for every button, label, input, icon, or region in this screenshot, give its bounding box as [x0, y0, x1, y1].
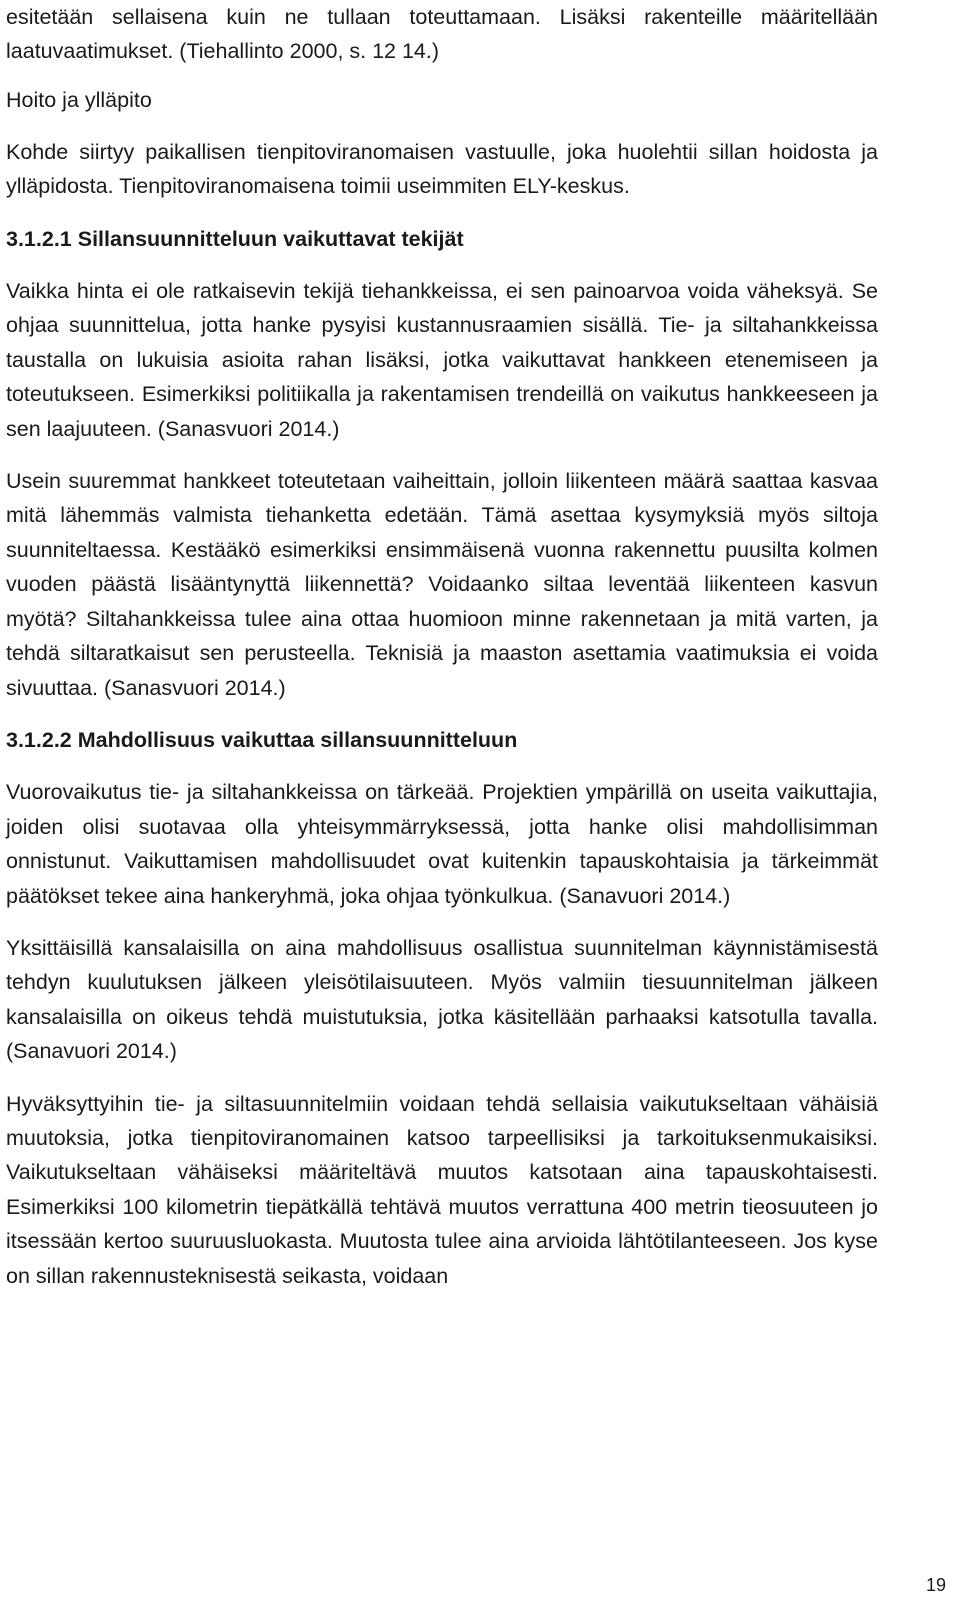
section1-paragraph2: Usein suuremmat hankkeet toteutetaan vaiheittain, jolloin liikenteen määrä saattaa kasvaa mitä lähemmäs valmista tiehanketta edetään. Tämä asettaa kysymyksiä myös siltoja suunniteltaessa. Kestääkö esimerkiksi ensimmäisenä vuonna rakennettu puusilta kolmen vuoden päästä lisääntynyttä liikennettä? Voidaanko siltaa leventää liikenteen kasvun myötä? Siltahankkeissa tulee aina ottaa huomioon minne rakennetaan ja mitä varten, ja tehdä siltaratkaisut sen perusteella. Teknisiä ja maaston asettamia vaatimuksia ei voida sivuuttaa. (Sanasvuori 2014.): [6, 469, 878, 700]
heading-maintenance: Hoito ja ylläpito: [6, 87, 152, 112]
heading-3-1-2-1: 3.1.2.1 Sillansuunnitteluun vaikuttavat tekijät: [6, 226, 464, 251]
section2-paragraph1: Vuorovaikutus tie- ja siltahankkeissa on tärkeää. Projektien ympärillä on useita vaikuttajia, joiden olisi suotavaa olla yhteisymmärryksessä, jotta hanke olisi mahdollisimman onnistunut. Vaikuttamisen mahdollisuudet ovat kuitenkin tapauskohtaisia ja tärkeimmät päätökset tekee aina hankeryhmä, joka ohjaa työnkulkua. (Sanavuori 2014.): [6, 780, 878, 908]
intro-paragraph: esitetään sellaisena kuin ne tullaan toteuttamaan. Lisäksi rakenteille määritellään laatuvaatimukset. (Tiehallinto 2000, s. 12 14.): [6, 5, 878, 64]
page-number: 19: [925, 1575, 946, 1595]
section2-paragraph3: Hyväksyttyihin tie- ja siltasuunnitelmiin voidaan tehdä sellaisia vaikutukseltaan vähäisiä muutoksia, jotka tienpitoviranomainen katsoo tarpeellisiksi ja tarkoituksenmukaisiksi. Vaikutukseltaan vähäiseksi määriteltävä muutos katsotaan aina tapauskohtaisesti. Esimerkiksi 100 kilometrin tiepätkällä tehtävä muutos verrattuna 400 metrin tieosuuteen jo itsessään kertoo suuruusluokasta. Muutosta tulee aina arvioida lähtötilanteeseen. Jos kyse on sillan rakennusteknisestä seikasta, voidaan: [6, 1091, 878, 1288]
section2-paragraph2: Yksittäisillä kansalaisilla on aina mahdollisuus osallistua suunnitelman käynnistämisestä tehdyn kuulutuksen jälkeen yleisötilaisuuteen. Myös valmiin tiesuunnitelman jälkeen kansalaisilla on oikeus tehdä muistutuksia, jotka käsitellään parhaaksi katsotulla tavalla. (Sanavuori 2014.): [6, 935, 878, 1064]
document-page: [6, 0, 878, 1293]
maintenance-paragraph: Kohde siirtyy paikallisen tienpitoviranomaisen vastuulle, joka huolehtii sillan hoidosta ja ylläpidosta. Tienpitoviranomaisena toimii useimmiten ELY-keskus.: [6, 139, 878, 199]
heading-3-1-2-2: 3.1.2.2 Mahdollisuus vaikuttaa sillansuunnitteluun: [6, 727, 518, 752]
section1-paragraph1: Vaikka hinta ei ole ratkaisevin tekijä tiehankkeissa, ei sen painoarvoa voida väheksyä. Se ohjaa suunnittelua, jotta hanke pysyisi kustannusraamien sisällä. Tie- ja siltahankkeissa taustalla on lukuisia asioita rahan lisäksi, jotka vaikuttavat hankkeen etenemiseen ja toteutukseen. Esimerkiksi politiikalla ja rakentamisen trendeillä on vaikutus hankkeeseen ja sen laajuuteen. (Sanasvuori 2014.): [6, 279, 878, 441]
